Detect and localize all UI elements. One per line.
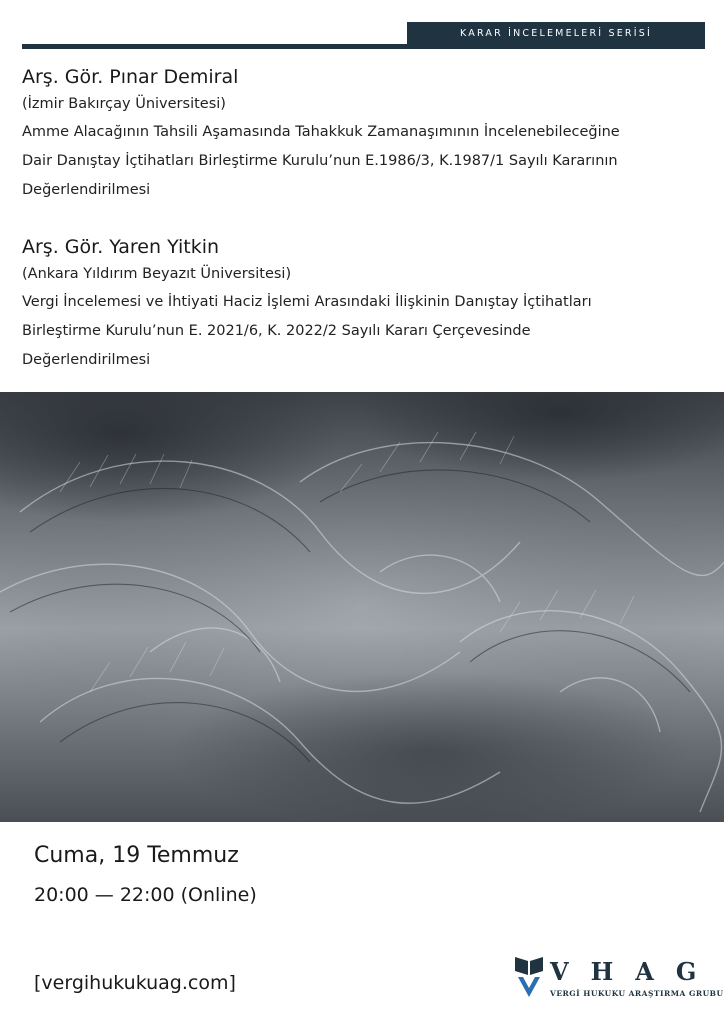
speaker-2: [22, 234, 702, 375]
series-label-banner: [407, 22, 705, 46]
event-date: Cuma, 19 Temmuz: [34, 843, 239, 868]
speaker-2-topic-line-2: Birleştirme Kurulu’nun E. 2021/6, K. 2022/2 Sayılı Kararı Çerçevesinde: [22, 323, 531, 339]
speaker-1-university: (İzmir Bakırçay Üniversitesi): [22, 96, 226, 112]
website-link[interactable]: [vergihukukuag.com]: [34, 972, 236, 994]
header-rule: [22, 44, 705, 49]
speaker-1-topic-line-1: Amme Alacağının Tahsili Aşamasında Tahakkuk Zamanaşımının İncelenebileceğine: [22, 124, 620, 140]
event-time: 20:00 — 22:00 (Online): [34, 884, 257, 906]
speaker-2-topic-line-1: Vergi İncelemesi ve İhtiyati Haciz İşlemi Arasındaki İlişkinin Danıştay İçtihatları: [22, 294, 592, 310]
speaker-1-topic-line-2: Dair Danıştay İçtihatları Birleştirme Kurulu’nun E.1986/3, K.1987/1 Sayılı Kararının: [22, 153, 618, 169]
series-label: KARAR İNCELEMELERİ SERİSİ: [460, 28, 652, 39]
speaker-1-topic-line-3: Değerlendirilmesi: [22, 182, 151, 198]
speaker-2-name: Arş. Gör. Yaren Yitkin: [22, 236, 220, 258]
speaker-1-name: Arş. Gör. Pınar Demiral: [22, 66, 239, 88]
logo-subtitle: VERGİ HUKUKU ARAŞTIRMA GRUBU: [550, 989, 724, 998]
frost-pattern-photo: [0, 392, 724, 822]
book-v-icon: [514, 955, 544, 999]
speaker-2-topic-line-3: Değerlendirilmesi: [22, 352, 151, 368]
logo-letters: VHAG: [550, 957, 719, 986]
speaker-1: [22, 64, 702, 205]
speaker-2-university: (Ankara Yıldırım Beyazıt Üniversitesi): [22, 266, 292, 282]
vhag-logo: [514, 955, 724, 1005]
